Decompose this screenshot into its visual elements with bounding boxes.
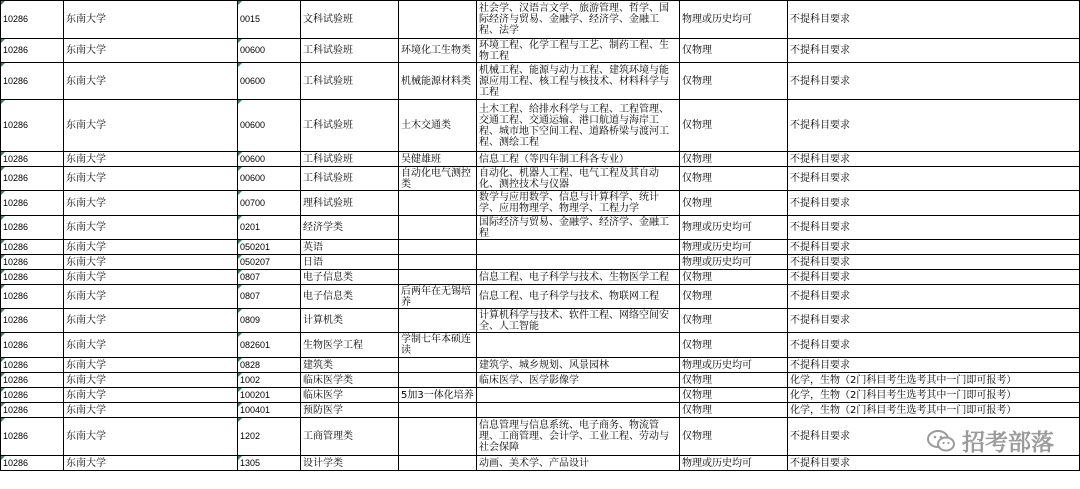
school-name-cell: 东南大学 — [64, 309, 238, 333]
majors-included-cell: 土木工程、给排水科学与工程、工程管理、交通工程、交通运输、港口航道与海岸工程、城市地下空间工程、道路桥梁与渡河工程、测绘工程 — [477, 100, 680, 152]
school-name-cell: 东南大学 — [64, 1, 238, 39]
major-name-cell: 文科试验班 — [301, 1, 399, 39]
other-requirement-cell: 不提科目要求 — [788, 285, 1080, 309]
school-name-cell: 东南大学 — [64, 191, 238, 216]
major-code-cell: 0807 — [238, 270, 301, 285]
note-cell — [399, 1, 477, 39]
majors-included-cell — [477, 388, 680, 403]
school-code-cell: 10286 — [1, 39, 64, 63]
majors-included-cell: 计算机科学与技术、软件工程、网络空间安全、人工智能 — [477, 309, 680, 333]
note-cell — [399, 255, 477, 270]
school-code-cell: 10286 — [1, 358, 64, 373]
major-code-cell: 100401 — [238, 403, 301, 418]
note-cell: 学制七年本硕连读 — [399, 333, 477, 358]
major-name-cell: 理科试验班 — [301, 191, 399, 216]
other-requirement-cell: 不提科目要求 — [788, 309, 1080, 333]
major-name-cell: 计算机类 — [301, 309, 399, 333]
subject-requirement-cell: 仅物理 — [680, 373, 788, 388]
subject-requirement-cell: 物理或历史均可 — [680, 240, 788, 255]
majors-included-cell: 临床医学、医学影像学 — [477, 373, 680, 388]
other-requirement-cell: 不提科目要求 — [788, 63, 1080, 100]
school-code-cell: 10286 — [1, 152, 64, 167]
major-name-cell: 经济学类 — [301, 216, 399, 240]
major-name-cell: 预防医学 — [301, 403, 399, 418]
major-code-cell: 082601 — [238, 333, 301, 358]
majors-included-cell: 信息工程、电子科学与技术、物联网工程 — [477, 285, 680, 309]
major-code-cell: 1202 — [238, 418, 301, 456]
other-requirement-cell: 不提科目要求 — [788, 418, 1080, 456]
major-name-cell: 工商管理类 — [301, 418, 399, 456]
major-name-cell: 电子信息类 — [301, 270, 399, 285]
table-row — [1, 63, 1080, 100]
school-name-cell: 东南大学 — [64, 333, 238, 358]
subject-requirement-cell: 物理或历史均可 — [680, 255, 788, 270]
school-code-cell: 10286 — [1, 333, 64, 358]
subject-requirement-cell: 仅物理 — [680, 167, 788, 191]
other-requirement-cell: 不提科目要求 — [788, 456, 1080, 471]
school-name-cell: 东南大学 — [64, 358, 238, 373]
subject-requirement-cell: 物理或历史均可 — [680, 456, 788, 471]
table-row — [1, 403, 1080, 418]
other-requirement-cell: 不提科目要求 — [788, 270, 1080, 285]
school-code-cell: 10286 — [1, 309, 64, 333]
subject-requirement-cell: 仅物理 — [680, 309, 788, 333]
majors-included-cell: 自动化、机器人工程、电气工程及其自动化、测控技术与仪器 — [477, 167, 680, 191]
subject-requirement-cell: 物理或历史均可 — [680, 216, 788, 240]
note-cell: 5加3一体化培养 — [399, 388, 477, 403]
major-name-cell: 日语 — [301, 255, 399, 270]
table-row — [1, 270, 1080, 285]
school-code-cell: 10286 — [1, 456, 64, 471]
other-requirement-cell: 不提科目要求 — [788, 191, 1080, 216]
major-name-cell: 临床医学类 — [301, 373, 399, 388]
school-code-cell: 10286 — [1, 240, 64, 255]
majors-included-cell: 信息管理与信息系统、电子商务、物流管理、工商管理、会计学、工业工程、劳动与社会保障 — [477, 418, 680, 456]
school-code-cell: 10286 — [1, 270, 64, 285]
major-code-cell: 00600 — [238, 63, 301, 100]
note-cell: 后两年在无锡培养 — [399, 285, 477, 309]
note-cell — [399, 358, 477, 373]
majors-included-cell: 国际经济与贸易、金融学、经济学、金融工程 — [477, 216, 680, 240]
subject-requirement-cell: 仅物理 — [680, 39, 788, 63]
majors-included-cell: 环境工程、化学工程与工艺、制药工程、生物工程 — [477, 39, 680, 63]
major-name-cell: 工科试验班 — [301, 167, 399, 191]
note-cell: 环境化工生物类 — [399, 39, 477, 63]
subject-requirement-cell: 物理或历史均可 — [680, 358, 788, 373]
note-cell — [399, 191, 477, 216]
major-code-cell: 050201 — [238, 240, 301, 255]
school-name-cell: 东南大学 — [64, 418, 238, 456]
major-name-cell: 工科试验班 — [301, 39, 399, 63]
major-code-cell: 00700 — [238, 191, 301, 216]
major-code-cell: 0201 — [238, 216, 301, 240]
subject-requirement-cell: 仅物理 — [680, 418, 788, 456]
other-requirement-cell: 不提科目要求 — [788, 100, 1080, 152]
major-name-cell: 工科试验班 — [301, 152, 399, 167]
school-code-cell: 10286 — [1, 403, 64, 418]
majors-included-cell: 信息工程（等四年制工科各专业） — [477, 152, 680, 167]
subject-requirement-cell: 仅物理 — [680, 63, 788, 100]
major-code-cell: 1002 — [238, 373, 301, 388]
other-requirement-cell: 不提科目要求 — [788, 255, 1080, 270]
other-requirement-cell: 不提科目要求 — [788, 1, 1080, 39]
subject-requirement-cell: 仅物理 — [680, 388, 788, 403]
note-cell: 吴健雄班 — [399, 152, 477, 167]
major-name-cell: 工科试验班 — [301, 100, 399, 152]
school-name-cell: 东南大学 — [64, 456, 238, 471]
other-requirement-cell: 化学，生物（2门科目考生选考其中一门即可报考） — [788, 403, 1080, 418]
school-name-cell: 东南大学 — [64, 167, 238, 191]
major-code-cell: 0807 — [238, 285, 301, 309]
table-row — [1, 167, 1080, 191]
table-row — [1, 216, 1080, 240]
table-row — [1, 39, 1080, 63]
school-code-cell: 10286 — [1, 63, 64, 100]
note-cell — [399, 418, 477, 456]
majors-included-cell: 数学与应用数学、信息与计算科学、统计学、应用物理学、物理学、工程力学 — [477, 191, 680, 216]
majors-included-cell: 动画、美术学、产品设计 — [477, 456, 680, 471]
subject-requirement-cell: 仅物理 — [680, 191, 788, 216]
school-name-cell: 东南大学 — [64, 270, 238, 285]
school-code-cell: 10286 — [1, 167, 64, 191]
school-code-cell: 10286 — [1, 100, 64, 152]
major-name-cell: 英语 — [301, 240, 399, 255]
table-row — [1, 191, 1080, 216]
school-name-cell: 东南大学 — [64, 100, 238, 152]
major-code-cell: 100201 — [238, 388, 301, 403]
subject-requirement-cell: 仅物理 — [680, 333, 788, 358]
subject-requirement-cell: 物理或历史均可 — [680, 1, 788, 39]
table-row — [1, 333, 1080, 358]
major-name-cell: 设计学类 — [301, 456, 399, 471]
table-row — [1, 388, 1080, 403]
subject-requirement-cell: 仅物理 — [680, 100, 788, 152]
major-code-cell: 050207 — [238, 255, 301, 270]
major-code-cell: 0828 — [238, 358, 301, 373]
other-requirement-cell: 不提科目要求 — [788, 39, 1080, 63]
school-code-cell: 10286 — [1, 418, 64, 456]
other-requirement-cell: 不提科目要求 — [788, 358, 1080, 373]
note-cell — [399, 373, 477, 388]
subject-requirement-cell: 仅物理 — [680, 270, 788, 285]
note-cell — [399, 216, 477, 240]
other-requirement-cell: 化学，生物（2门科目考生选考其中一门即可报考） — [788, 388, 1080, 403]
school-code-cell: 10286 — [1, 1, 64, 39]
table-row — [1, 358, 1080, 373]
note-cell — [399, 270, 477, 285]
majors-included-cell: 信息工程、电子科学与技术、生物医学工程 — [477, 270, 680, 285]
other-requirement-cell: 不提科目要求 — [788, 216, 1080, 240]
major-name-cell: 建筑类 — [301, 358, 399, 373]
major-code-cell: 1305 — [238, 456, 301, 471]
major-name-cell: 工科试验班 — [301, 63, 399, 100]
school-code-cell: 10286 — [1, 255, 64, 270]
table-row — [1, 240, 1080, 255]
other-requirement-cell: 不提科目要求 — [788, 240, 1080, 255]
table-row — [1, 373, 1080, 388]
school-name-cell: 东南大学 — [64, 403, 238, 418]
table-row — [1, 456, 1080, 471]
major-name-cell: 生物医学工程 — [301, 333, 399, 358]
watermark-text: 招考部落 — [962, 430, 1054, 456]
table-row — [1, 1, 1080, 39]
other-requirement-cell: 化学，生物（2门科目考生选考其中一门即可报考） — [788, 373, 1080, 388]
major-name-cell: 临床医学 — [301, 388, 399, 403]
major-code-cell: 00600 — [238, 39, 301, 63]
majors-included-cell — [477, 240, 680, 255]
table-row — [1, 100, 1080, 152]
table-row — [1, 418, 1080, 456]
major-code-cell: 0809 — [238, 309, 301, 333]
school-name-cell: 东南大学 — [64, 255, 238, 270]
subject-requirement-cell: 仅物理 — [680, 403, 788, 418]
school-code-cell: 10286 — [1, 216, 64, 240]
school-code-cell: 10286 — [1, 373, 64, 388]
majors-included-cell — [477, 403, 680, 418]
major-code-cell: 00600 — [238, 167, 301, 191]
major-name-cell: 电子信息类 — [301, 285, 399, 309]
note-cell: 土木交通类 — [399, 100, 477, 152]
school-name-cell: 东南大学 — [64, 152, 238, 167]
watermark — [926, 424, 1054, 457]
school-name-cell: 东南大学 — [64, 63, 238, 100]
majors-included-cell — [477, 255, 680, 270]
other-requirement-cell: 不提科目要求 — [788, 167, 1080, 191]
major-code-cell: 0015 — [238, 1, 301, 39]
other-requirement-cell: 不提科目要求 — [788, 152, 1080, 167]
note-cell — [399, 403, 477, 418]
table-row — [1, 309, 1080, 333]
note-cell — [399, 456, 477, 471]
table-row — [1, 285, 1080, 309]
school-name-cell: 东南大学 — [64, 388, 238, 403]
majors-included-cell: 社会学、汉语言文学、旅游管理、哲学、国际经济与贸易、金融学、经济学、金融工程、法学 — [477, 1, 680, 39]
school-code-cell: 10286 — [1, 191, 64, 216]
subject-requirement-cell: 仅物理 — [680, 152, 788, 167]
major-code-cell: 00600 — [238, 152, 301, 167]
other-requirement-cell: 不提科目要求 — [788, 333, 1080, 358]
table-row — [1, 152, 1080, 167]
majors-included-cell — [477, 333, 680, 358]
note-cell — [399, 240, 477, 255]
school-code-cell: 10286 — [1, 388, 64, 403]
note-cell — [399, 309, 477, 333]
school-name-cell: 东南大学 — [64, 216, 238, 240]
major-code-cell: 00600 — [238, 100, 301, 152]
note-cell: 自动化电气测控类 — [399, 167, 477, 191]
majors-included-cell: 机械工程、能源与动力工程、建筑环境与能源应用工程、核工程与核技术、材料科学与工程 — [477, 63, 680, 100]
school-name-cell: 东南大学 — [64, 285, 238, 309]
subject-requirement-cell: 仅物理 — [680, 285, 788, 309]
school-name-cell: 东南大学 — [64, 373, 238, 388]
wechat-icon — [926, 428, 956, 454]
note-cell: 机械能源材料类 — [399, 63, 477, 100]
school-name-cell: 东南大学 — [64, 240, 238, 255]
table-row — [1, 255, 1080, 270]
majors-included-cell: 建筑学、城乡规划、风景园林 — [477, 358, 680, 373]
school-code-cell: 10286 — [1, 285, 64, 309]
school-name-cell: 东南大学 — [64, 39, 238, 63]
